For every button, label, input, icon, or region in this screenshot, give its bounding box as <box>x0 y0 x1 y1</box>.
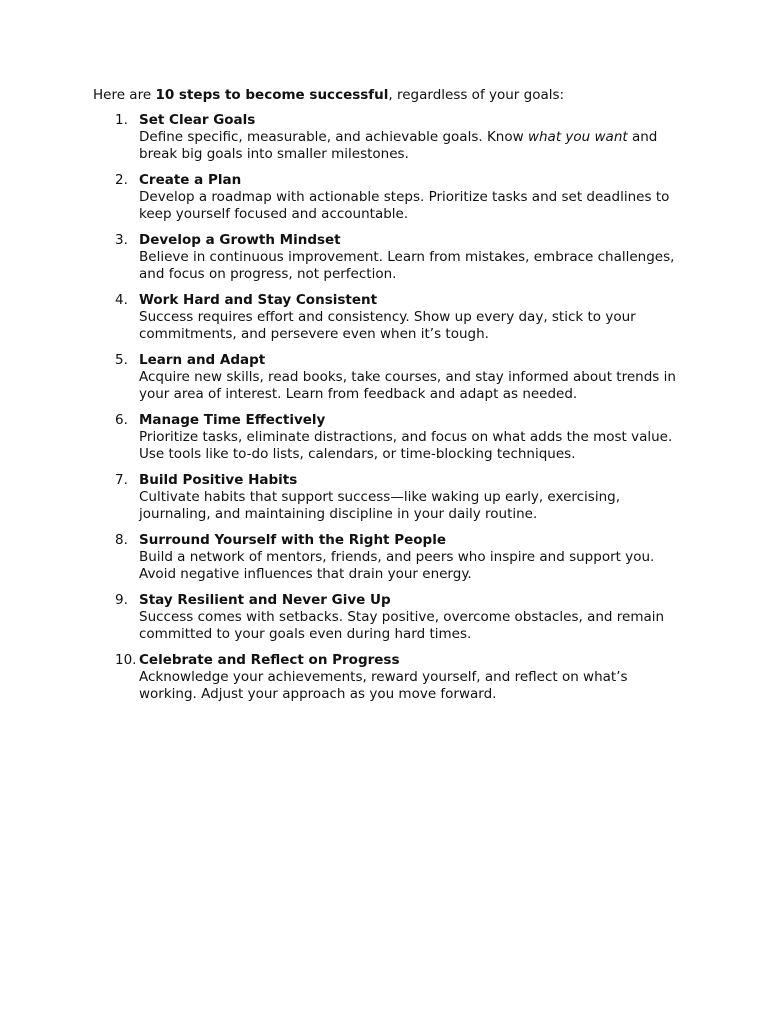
step-number: 8. <box>115 532 128 548</box>
list-item <box>93 532 683 583</box>
step-description: Acknowledge your achievements, reward yourself, and reflect on what’s working. Adjust your approach as you move forward. <box>139 669 628 702</box>
step-description: Acquire new skills, read books, take courses, and stay informed about trends in your area of interest. Learn from feedback and adapt as needed. <box>139 369 676 402</box>
steps-list <box>93 112 683 703</box>
step-title: Learn and Adapt <box>139 352 266 368</box>
step-title: Build Positive Habits <box>139 472 298 488</box>
document-body <box>93 86 683 712</box>
step-description: Believe in continuous improvement. Learn from mistakes, embrace challenges, and focus on progress, not perfection. <box>139 249 675 282</box>
list-item <box>93 652 683 703</box>
list-item <box>93 112 683 163</box>
step-description: Develop a roadmap with actionable steps. Prioritize tasks and set deadlines to keep yourself focused and accountable. <box>139 189 670 222</box>
step-title: Develop a Growth Mindset <box>139 232 341 248</box>
step-number: 7. <box>115 472 128 488</box>
step-description <box>139 129 683 163</box>
step-description: Prioritize tasks, eliminate distractions, and focus on what adds the most value. Use tools like to-do lists, calendars, or time-blocking techniques. <box>139 429 673 462</box>
step-title: Create a Plan <box>139 172 242 188</box>
step-number: 4. <box>115 292 128 308</box>
step-title: Work Hard and Stay Consistent <box>139 292 378 308</box>
step-number: 10. <box>115 652 137 668</box>
step-description: Success requires effort and consistency. Show up every day, stick to your commitments, and persevere even when it’s tough. <box>139 309 636 342</box>
step-number: 5. <box>115 352 128 368</box>
step-title: Stay Resilient and Never Give Up <box>139 592 391 608</box>
step-description: Cultivate habits that support success—like waking up early, exercising, journaling, and maintaining discipline in your daily routine. <box>139 489 621 522</box>
step-number: 2. <box>115 172 128 188</box>
list-item <box>93 232 683 283</box>
list-item <box>93 592 683 643</box>
step-description-end: and break big goals into smaller milestones. <box>139 129 658 162</box>
list-item <box>93 472 683 523</box>
step-description-start: Define specific, measurable, and achievable goals. Know <box>139 129 528 145</box>
step-number: 1. <box>115 112 128 128</box>
step-description: Success comes with setbacks. Stay positive, overcome obstacles, and remain committed to your goals even during hard times. <box>139 609 665 642</box>
intro-paragraph <box>93 86 683 104</box>
step-title: Surround Yourself with the Right People <box>139 532 446 548</box>
step-description: Build a network of mentors, friends, and peers who inspire and support you. Avoid negative influences that drain your energy. <box>139 549 655 582</box>
step-title: Set Clear Goals <box>139 112 256 128</box>
intro-prefix: Here are <box>93 87 156 103</box>
step-number: 3. <box>115 232 128 248</box>
step-title: Celebrate and Reflect on Progress <box>139 652 400 668</box>
step-number: 9. <box>115 592 128 608</box>
step-description-emphasis: what you want <box>527 129 628 145</box>
intro-suffix: , regardless of your goals: <box>388 87 565 103</box>
step-number: 6. <box>115 412 128 428</box>
list-item <box>93 172 683 223</box>
step-title: Manage Time Effectively <box>139 412 326 428</box>
intro-bold: 10 steps to become successful <box>155 87 389 103</box>
list-item <box>93 292 683 343</box>
list-item <box>93 412 683 463</box>
list-item <box>93 352 683 403</box>
